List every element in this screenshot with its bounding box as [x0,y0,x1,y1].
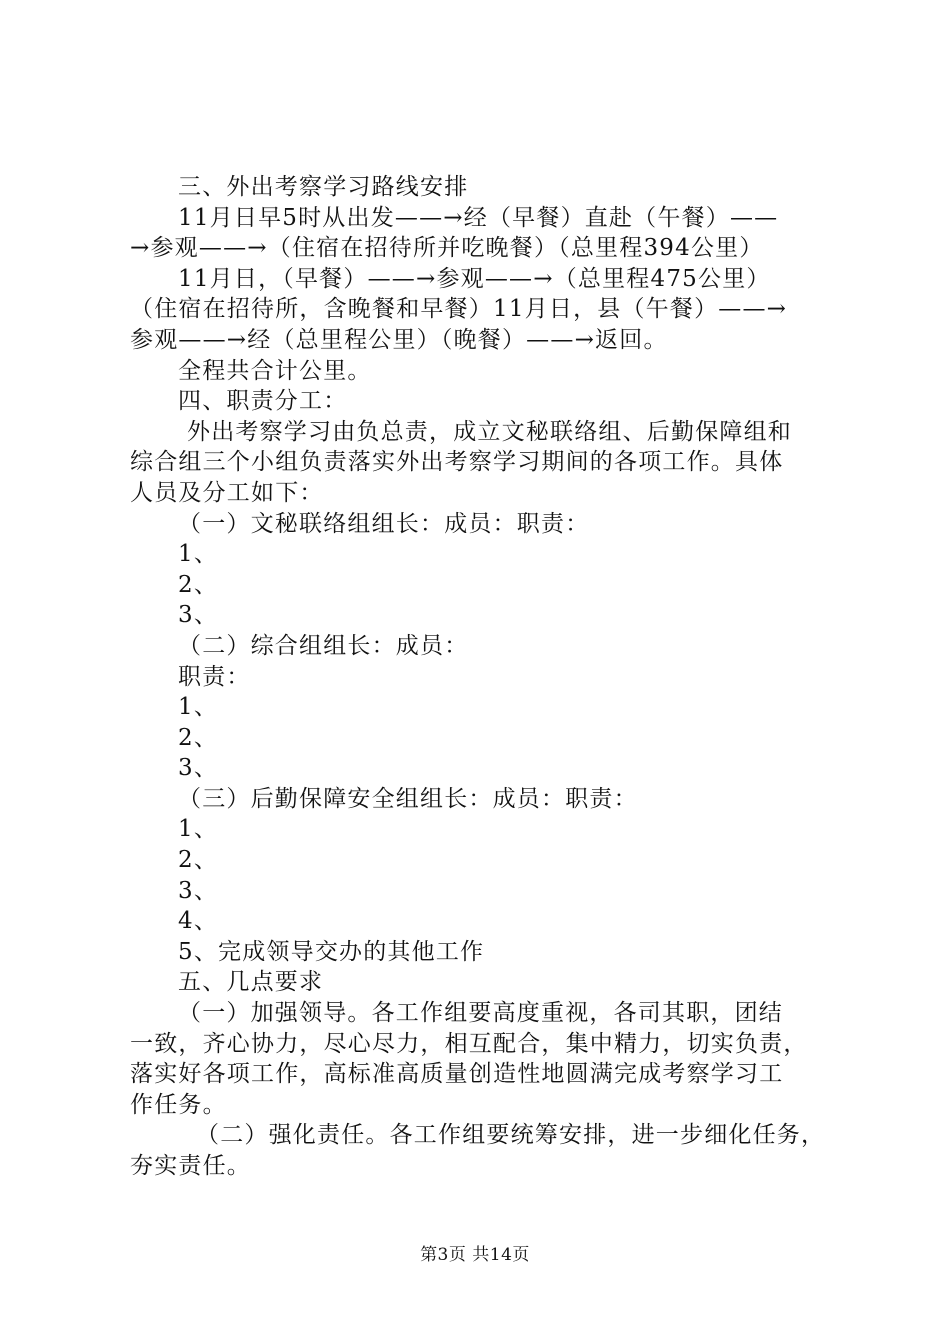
paragraph-line: 作任务。 [130,1091,227,1118]
list-item: 4、 [178,908,219,935]
list-item: 1、 [178,694,219,721]
list-item: 2、 [178,724,219,751]
paragraph-line: 人员及分工如下： [130,479,324,506]
section-heading-duties: 四、职责分工： [178,388,348,415]
list-item: 1、 [178,541,219,568]
list-item: 2、 [178,847,219,874]
list-item: 5、完成领导交办的其他工作 [178,938,485,965]
document-body [130,172,840,1182]
section-heading-route: 三、外出考察学习路线安排 [178,174,469,200]
list-item: 3、 [178,602,219,629]
page-footer: 第3页 共14页 [420,1245,530,1265]
subsection-heading: （二）综合组组长：成员： [178,632,469,659]
subsection-heading: （三）后勤保障安全组组长：成员：职责： [178,785,638,812]
list-item: 2、 [178,571,219,598]
subsection-heading: （一）文秘联络组组长：成员：职责： [178,510,590,537]
list-item: 3、 [178,877,219,904]
paragraph-line: （住宿在招待所，含晚餐和早餐）11月日，县（午餐）——→ [130,296,788,323]
paragraph-line: 落实好各项工作，高标准高质量创造性地圆满完成考察学习工 [130,1061,784,1088]
paragraph-line: 全程共合计公里。 [178,357,372,384]
section-heading-requirements: 五、几点要求 [178,969,324,996]
paragraph-line: 综合组三个小组负责落实外出考察学习期间的各项工作。具体 [130,449,784,476]
paragraph-line: 参观——→经（总里程公里）（晚餐）——→返回。 [130,326,668,353]
paragraph-line: →参观——→（住宿在招待所并吃晚餐）（总里程394公里） [130,235,764,262]
paragraph-line: 一致，齐心协力，尽心尽力，相互配合，集中精力，切实负责， [130,1030,808,1057]
paragraph-line: （二）强化责任。各工作组要统筹安排，进一步细化任务， [196,1122,826,1149]
paragraph-line: 11月日早5时从出发——→经（早餐）直赴（午餐）—— [178,204,779,231]
list-item: 3、 [178,755,219,782]
paragraph-line: 外出考察学习由负总责，成立文秘联络组、后勤保障组和 [187,418,792,445]
paragraph-line: 职责： [178,663,251,690]
paragraph-line: 11月日，（早餐）——→参观——→（总里程475公里） [178,265,771,292]
paragraph-line: 夯实责任。 [130,1153,251,1179]
paragraph-line: （一）加强领导。各工作组要高度重视，各司其职，团结 [178,1000,783,1027]
list-item: 1、 [178,816,219,843]
